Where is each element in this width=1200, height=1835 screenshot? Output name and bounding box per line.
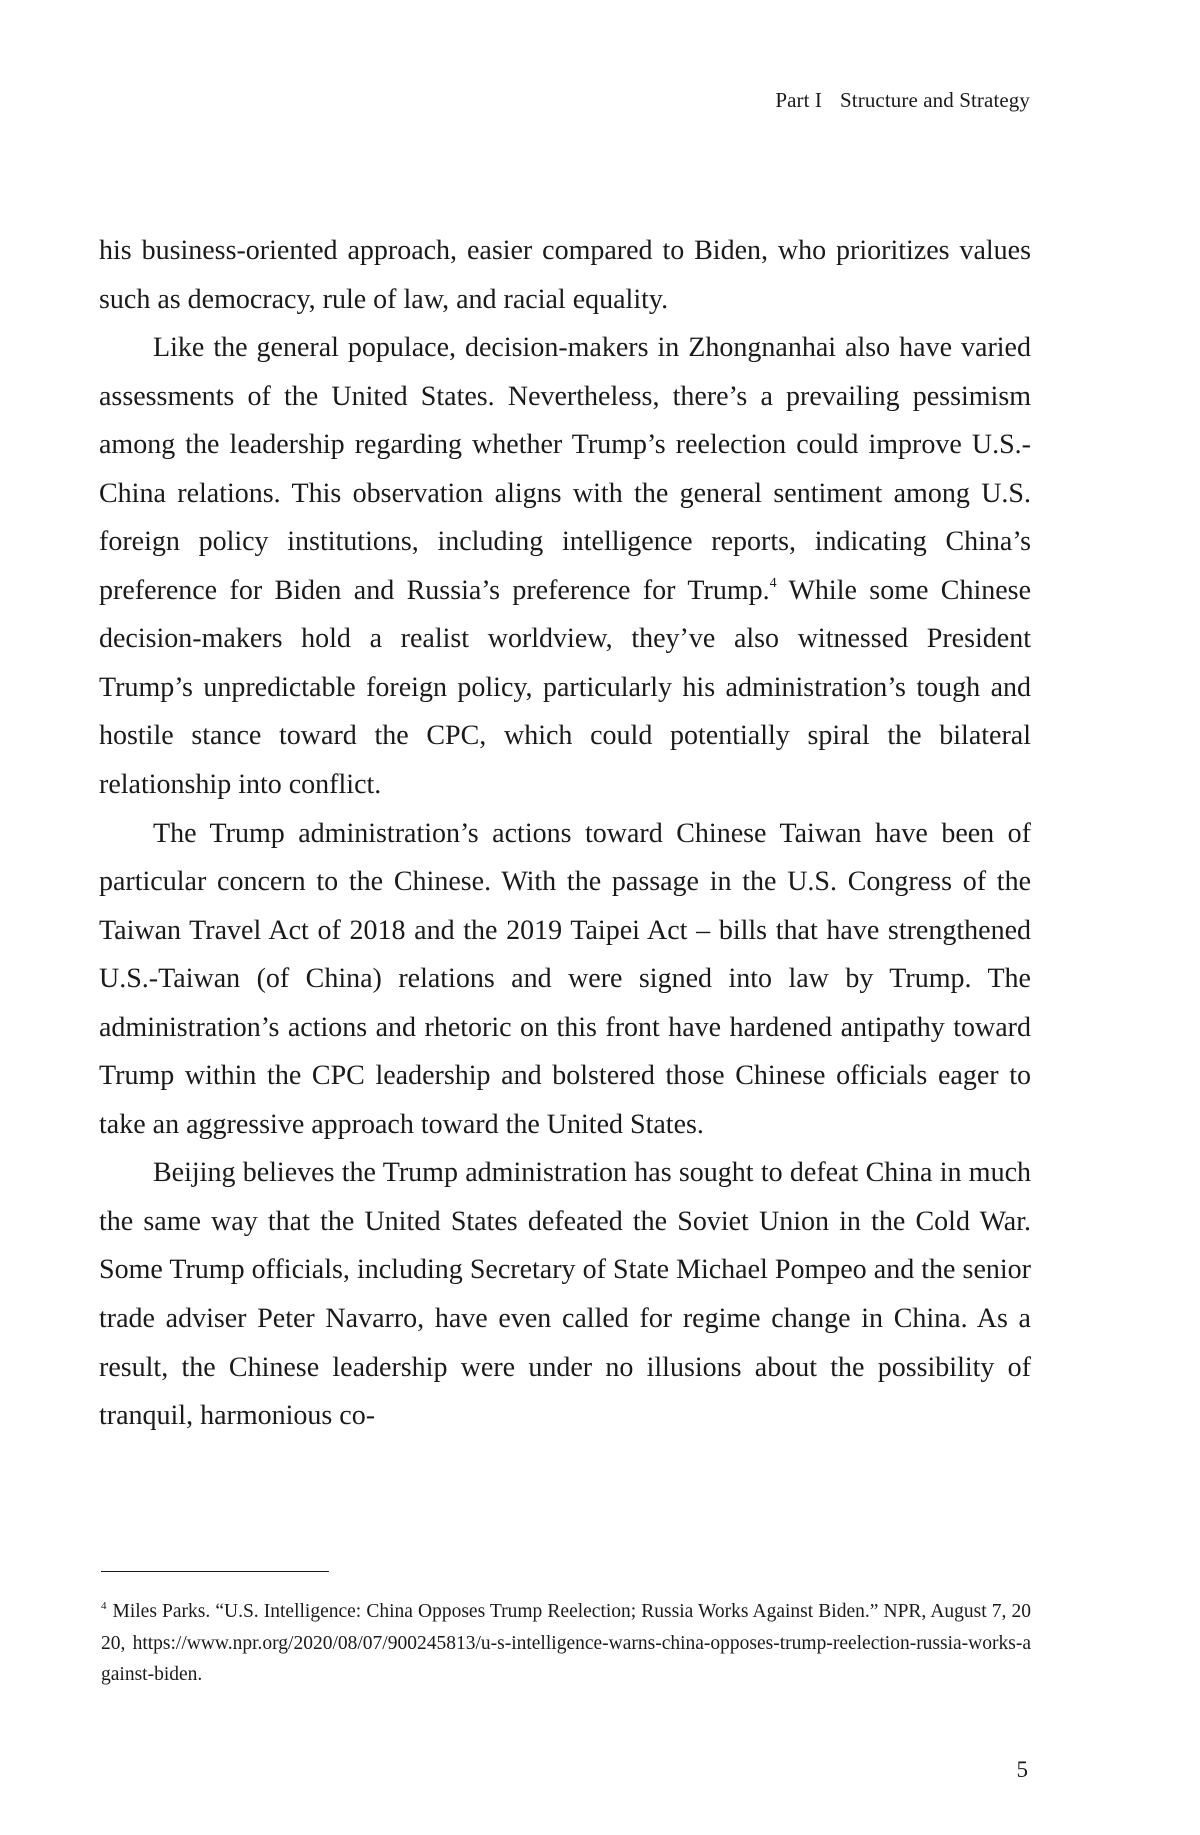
page-number: 5 (1016, 1757, 1028, 1782)
paragraph-text: his business-oriented approach, easier compared to Biden, who prioritizes values such as democracy, rule of law, and racial equality. (99, 235, 1031, 315)
body-paragraph (99, 324, 1031, 809)
body-paragraph (99, 1149, 1031, 1440)
paragraph-text: Like the general populace, decision-makers in Zhongnanhai also have varied assessments of the United States. Nevertheless, there’s a prevailing pessimism among the leadership regarding whether Trump’s reelection could improve U.S.-China relations. This observation aligns with the general sentiment among U.S. foreign policy institutions, including intelligence reports, indicating China’s preference for Biden and Russia’s preference for Trump. (99, 332, 1031, 606)
footnote-reference: 4 (769, 575, 777, 591)
footnote-marker: 4 (101, 1600, 107, 1612)
running-header (775, 88, 1030, 113)
paragraph-text: While some Chinese decision-makers hold a realist worldview, they’ve also witnessed President Trump’s unpredictable foreign policy, particularly his administration’s tough and hostile stance toward the CPC, which could potentially spiral the bilateral relationship into conflict. (99, 574, 1032, 801)
footnote-divider (101, 1571, 329, 1572)
footnote-text: Miles Parks. “U.S. Intelligence: China Opposes Trump Reelection; Russia Works Against Biden.” NPR, August 7, 2020, https://www.npr.org/2020/08/07/900245813/u-s-intelligence-warns-china-opposes-trump-reelection-russia-works-against-biden. (101, 1601, 1031, 1685)
paragraph-text: The Trump administration’s actions toward Chinese Taiwan have been of particular concern to the Chinese. With the passage in the U.S. Congress of the Taiwan Travel Act of 2018 and the 2019 Taipei Act – bills that have strengthened U.S.-Taiwan (of China) relations and were signed into law by Trump. The administration’s actions and rhetoric on this front have hardened antipathy toward Trump within the CPC leadership and bolstered those Chinese officials eager to take an aggressive approach toward the United States. (99, 817, 1031, 1140)
body-text (99, 227, 1031, 1441)
paragraph-text: Beijing believes the Trump administration has sought to defeat China in much the same way that the United States defeated the Soviet Union in the Cold War. Some Trump officials, including Secretary of State Michael Pompeo and the senior trade adviser Peter Navarro, have even called for regime change in China. As a result, the Chinese leadership were under no illusions about the possibility of tranquil, harmonious co- (99, 1157, 1031, 1432)
body-paragraph (99, 810, 1031, 1150)
running-header-title: Structure and Strategy (840, 88, 1030, 112)
running-header-part: Part I (775, 88, 823, 112)
body-paragraph (99, 227, 1031, 324)
footnote (101, 1596, 1031, 1691)
